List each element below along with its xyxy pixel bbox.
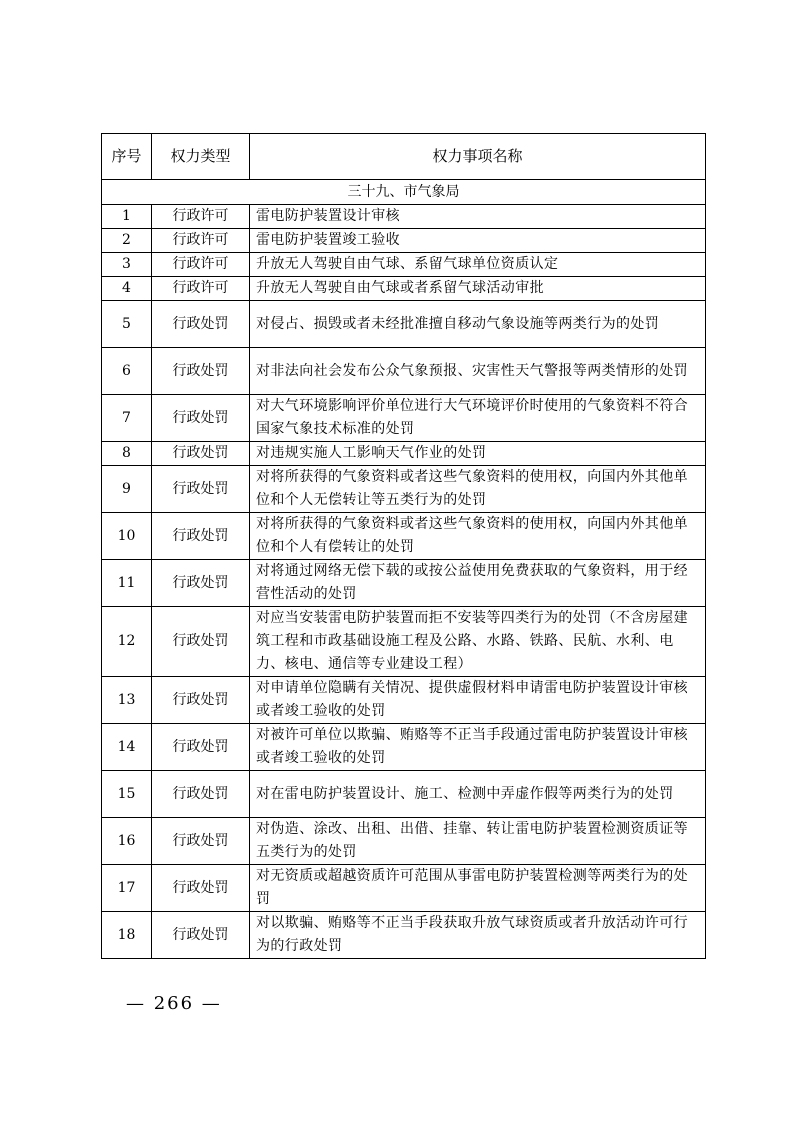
table-row (102, 771, 706, 818)
row-type: 行政处罚 (152, 607, 250, 677)
row-number: 11 (102, 560, 152, 607)
page-number: — 266 — (126, 993, 222, 1014)
row-type: 行政处罚 (152, 724, 250, 771)
table-row (102, 912, 706, 959)
table-row (102, 277, 706, 301)
section-row (102, 180, 706, 205)
row-number: 4 (102, 277, 152, 301)
table-row (102, 442, 706, 466)
table-row (102, 560, 706, 607)
row-type: 行政处罚 (152, 865, 250, 912)
section-title: 三十九、市气象局 (102, 180, 706, 205)
header-type: 权力类型 (152, 134, 250, 180)
row-type: 行政处罚 (152, 818, 250, 865)
row-name: 对无资质或超越资质许可范围从事雷电防护装置检测等两类行为的处罚 (250, 865, 706, 912)
row-number: 2 (102, 229, 152, 253)
row-name: 雷电防护装置设计审核 (250, 205, 706, 229)
row-name: 对侵占、损毁或者未经批准擅自移动气象设施等两类行为的处罚 (250, 301, 706, 348)
row-type: 行政处罚 (152, 771, 250, 818)
row-name: 对将所获得的气象资料或者这些气象资料的使用权，向国内外其他单位和个人有偿转让的处罚 (250, 513, 706, 560)
header-name: 权力事项名称 (250, 134, 706, 180)
table-row (102, 677, 706, 724)
row-number: 15 (102, 771, 152, 818)
table-row (102, 301, 706, 348)
row-name: 对以欺骗、贿赂等不正当手段获取升放气球资质或者升放活动许可行为的行政处罚 (250, 912, 706, 959)
row-name: 对伪造、涂改、出租、出借、挂靠、转让雷电防护装置检测资质证等五类行为的处罚 (250, 818, 706, 865)
row-number: 18 (102, 912, 152, 959)
row-name: 对应当安装雷电防护装置而拒不安装等四类行为的处罚（不含房屋建筑工程和市政基础设施工程及公路、水路、铁路、民航、水利、电力、核电、通信等专业建设工程） (250, 607, 706, 677)
row-number: 10 (102, 513, 152, 560)
row-type: 行政许可 (152, 253, 250, 277)
row-number: 7 (102, 395, 152, 442)
row-number: 8 (102, 442, 152, 466)
header-no: 序号 (102, 134, 152, 180)
row-type: 行政处罚 (152, 513, 250, 560)
row-number: 6 (102, 348, 152, 395)
row-type: 行政处罚 (152, 677, 250, 724)
table-row (102, 348, 706, 395)
row-number: 17 (102, 865, 152, 912)
row-type: 行政处罚 (152, 560, 250, 607)
row-type: 行政处罚 (152, 395, 250, 442)
row-number: 16 (102, 818, 152, 865)
row-number: 12 (102, 607, 152, 677)
row-name: 对将通过网络无偿下载的或按公益使用免费获取的气象资料，用于经营性活动的处罚 (250, 560, 706, 607)
row-name: 对在雷电防护装置设计、施工、检测中弄虚作假等两类行为的处罚 (250, 771, 706, 818)
row-number: 9 (102, 466, 152, 513)
header-row (102, 134, 706, 180)
table-row (102, 205, 706, 229)
table-row (102, 466, 706, 513)
row-name: 雷电防护装置竣工验收 (250, 229, 706, 253)
row-type: 行政处罚 (152, 466, 250, 513)
row-number: 14 (102, 724, 152, 771)
row-name: 对被许可单位以欺骗、贿赂等不正当手段通过雷电防护装置设计审核或者竣工验收的处罚 (250, 724, 706, 771)
table-row (102, 229, 706, 253)
row-type: 行政处罚 (152, 912, 250, 959)
table-row (102, 513, 706, 560)
row-number: 13 (102, 677, 152, 724)
row-type: 行政处罚 (152, 348, 250, 395)
table-row (102, 607, 706, 677)
row-number: 5 (102, 301, 152, 348)
row-type: 行政处罚 (152, 301, 250, 348)
row-type: 行政许可 (152, 205, 250, 229)
powers-table (101, 133, 706, 959)
row-name: 对将所获得的气象资料或者这些气象资料的使用权，向国内外其他单位和个人无偿转让等五类行为的处罚 (250, 466, 706, 513)
row-type: 行政许可 (152, 229, 250, 253)
row-type: 行政处罚 (152, 442, 250, 466)
table-row (102, 395, 706, 442)
row-name: 对申请单位隐瞒有关情况、提供虚假材料申请雷电防护装置设计审核或者竣工验收的处罚 (250, 677, 706, 724)
table-row (102, 865, 706, 912)
row-type: 行政许可 (152, 277, 250, 301)
table-row (102, 253, 706, 277)
row-name: 对大气环境影响评价单位进行大气环境评价时使用的气象资料不符合国家气象技术标准的处罚 (250, 395, 706, 442)
row-name: 升放无人驾驶自由气球或者系留气球活动审批 (250, 277, 706, 301)
row-number: 3 (102, 253, 152, 277)
row-name: 升放无人驾驶自由气球、系留气球单位资质认定 (250, 253, 706, 277)
table-row (102, 724, 706, 771)
table-row (102, 818, 706, 865)
row-number: 1 (102, 205, 152, 229)
row-name: 对非法向社会发布公众气象预报、灾害性天气警报等两类情形的处罚 (250, 348, 706, 395)
row-name: 对违规实施人工影响天气作业的处罚 (250, 442, 706, 466)
